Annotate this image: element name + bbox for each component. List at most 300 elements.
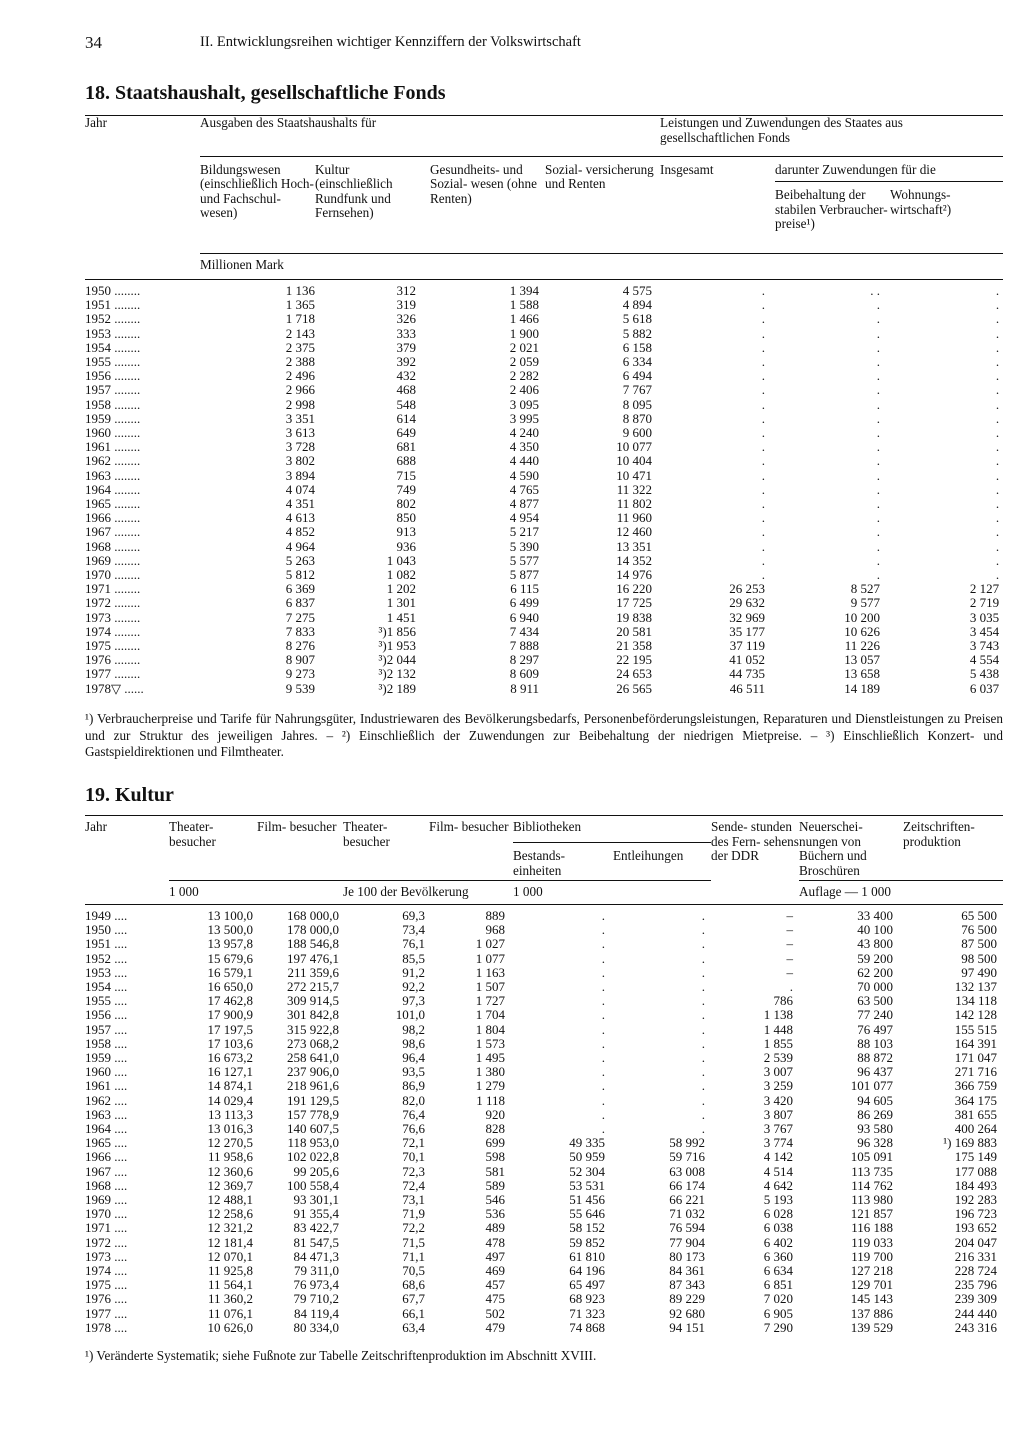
value-cell: 7 833 — [285, 623, 315, 639]
value-cell: 188 546,8 — [287, 936, 339, 952]
table-row — [85, 554, 1003, 568]
year-cell: 1950 .... — [85, 923, 128, 938]
value-cell: 6 038 — [763, 1220, 794, 1236]
t18-header-darunter-label: darunter Zuwendungen für die — [775, 163, 1003, 183]
value-cell: . — [701, 950, 706, 966]
value-cell: 1 380 — [475, 1064, 505, 1080]
value-cell: – — [786, 922, 794, 938]
value-cell: 9 600 — [622, 425, 653, 441]
t18-header-bildung: Bildungswesen (einschließlich Hoch- und Fachschul- wesen) — [200, 156, 315, 253]
t18-header-leistungen: Leistungen und Zuwendungen des Staates aus gesellschaftlichen Fonds — [660, 116, 1003, 157]
value-cell: 6 837 — [285, 595, 315, 611]
year-cell: 1960 .... — [85, 1065, 128, 1080]
value-cell: 9 577 — [850, 595, 881, 611]
value-cell: . — [876, 325, 881, 341]
year-cell: 1969 .... — [85, 1193, 128, 1208]
value-cell: 272 215,7 — [287, 979, 339, 995]
value-cell: 235 796 — [954, 1277, 998, 1293]
year-cell: 1973 ........ — [85, 610, 141, 625]
value-cell: 113 980 — [851, 1192, 894, 1208]
table-row — [85, 1264, 1003, 1278]
value-cell: 228 724 — [954, 1263, 998, 1279]
value-cell: 13 016,3 — [207, 1121, 253, 1137]
value-cell: 5 877 — [509, 567, 539, 583]
year-cell: 1977 .... — [85, 1306, 128, 1321]
value-cell: 4 852 — [285, 524, 315, 540]
value-cell: 1 394 — [509, 283, 539, 298]
year-cell: 1965 ........ — [85, 497, 141, 512]
value-cell: 177 088 — [954, 1163, 998, 1179]
value-cell: ³)2 044 — [378, 652, 416, 668]
value-cell: 1 138 — [763, 1007, 794, 1023]
value-cell: 63 008 — [669, 1163, 706, 1179]
value-cell: . — [995, 311, 1000, 327]
value-cell: 19 838 — [616, 609, 653, 625]
value-cell: 3 613 — [285, 425, 315, 441]
value-cell: 98,2 — [402, 1021, 425, 1037]
value-cell: 688 — [396, 453, 416, 469]
value-cell: 119 700 — [851, 1248, 894, 1264]
value-cell: 13 057 — [844, 652, 881, 668]
value-cell: 67,7 — [402, 1291, 425, 1307]
value-cell: 70 000 — [857, 979, 894, 995]
value-cell: 79 710,2 — [293, 1291, 339, 1307]
value-cell: 84 119,4 — [293, 1305, 339, 1321]
value-cell: 24 653 — [616, 666, 653, 682]
year-cell: 1974 .... — [85, 1264, 128, 1279]
year-cell: 1959 ........ — [85, 411, 141, 426]
value-cell: 119 033 — [851, 1234, 894, 1250]
value-cell: 468 — [396, 382, 416, 398]
value-cell: 53 531 — [569, 1177, 605, 1193]
value-cell: ³)1 856 — [378, 623, 416, 639]
value-cell: 80 173 — [669, 1248, 706, 1264]
table-row — [85, 1150, 1003, 1164]
year-cell: 1961 .... — [85, 1079, 128, 1094]
value-cell: . — [876, 567, 881, 583]
value-cell: 1 804 — [475, 1021, 505, 1037]
value-cell: . — [601, 964, 605, 980]
value-cell: 699 — [485, 1135, 505, 1151]
year-cell: 1969 ........ — [85, 553, 141, 568]
value-cell: 85,5 — [402, 950, 425, 966]
value-cell: 132 137 — [954, 979, 998, 995]
t18-header-gesundheit: Gesundheits- und Sozial- wesen (ohne Renten) — [430, 156, 545, 253]
table-row — [85, 298, 1003, 312]
table-row — [85, 398, 1003, 412]
value-cell: 216 331 — [954, 1248, 998, 1264]
value-cell: . — [701, 1050, 706, 1066]
value-cell: 94 605 — [857, 1092, 894, 1108]
value-cell: 1 588 — [509, 297, 539, 313]
value-cell: 312 — [396, 283, 416, 298]
value-cell: 8 609 — [509, 666, 539, 682]
value-cell: . — [701, 1007, 706, 1023]
value-cell: 1 448 — [763, 1021, 794, 1037]
year-cell: 1959 .... — [85, 1051, 128, 1066]
value-cell: 13 500,0 — [207, 922, 253, 938]
year-cell: 1955 ........ — [85, 355, 141, 370]
value-cell: 2 966 — [285, 382, 315, 398]
value-cell: 6 334 — [622, 354, 653, 370]
value-cell: – — [786, 908, 794, 923]
value-cell: 333 — [396, 325, 416, 341]
value-cell: . — [761, 552, 766, 568]
value-cell: 191 129,5 — [287, 1092, 339, 1108]
value-cell: 171 047 — [954, 1050, 998, 1066]
table-row — [85, 355, 1003, 369]
value-cell: 548 — [396, 396, 416, 412]
value-cell: 2 496 — [285, 368, 315, 384]
value-cell: 100 558,4 — [287, 1177, 339, 1193]
value-cell: 3 743 — [969, 638, 1000, 654]
value-cell: 614 — [396, 410, 416, 426]
value-cell: 105 091 — [850, 1149, 894, 1165]
value-cell: 546 — [485, 1192, 505, 1208]
table-row — [85, 440, 1003, 454]
value-cell: 9 273 — [285, 666, 315, 682]
value-cell: 1 495 — [475, 1050, 505, 1066]
value-cell: 55 646 — [569, 1206, 605, 1222]
value-cell: . — [701, 993, 706, 1009]
table-row — [85, 905, 1003, 924]
value-cell: 8 870 — [622, 410, 653, 426]
value-cell: 3 035 — [969, 609, 1000, 625]
table-row — [85, 667, 1003, 681]
table-row — [85, 639, 1003, 653]
value-cell: 11 322 — [616, 481, 653, 497]
table-row — [85, 1250, 1003, 1264]
value-cell: 489 — [485, 1220, 505, 1236]
value-cell: 802 — [396, 496, 416, 512]
value-cell: . — [601, 1078, 605, 1094]
table-row — [85, 525, 1003, 539]
t19-header-jahr: Jahr — [85, 816, 169, 881]
value-cell: 1 466 — [509, 311, 539, 327]
value-cell: 1 718 — [285, 311, 315, 327]
value-cell: 7 020 — [763, 1291, 794, 1307]
year-cell: 1971 ........ — [85, 582, 141, 597]
t19-unit-auflage: Auflage — 1 000 — [799, 880, 1003, 905]
value-cell: 497 — [485, 1248, 505, 1264]
value-cell: . — [761, 567, 766, 583]
value-cell: 273 068,2 — [287, 1035, 339, 1051]
value-cell: . — [995, 396, 1000, 412]
value-cell: . — [876, 410, 881, 426]
value-cell: 96 328 — [857, 1135, 894, 1151]
year-cell: 1952 ........ — [85, 312, 141, 327]
table-row — [85, 994, 1003, 1008]
table-row — [85, 1122, 1003, 1136]
t19-header-film-je100: Film- besucher — [429, 816, 513, 881]
value-cell: . — [761, 297, 766, 313]
t18-header-wohnung: Wohnungs- wirtschaft²) — [890, 187, 952, 217]
table-row — [85, 937, 1003, 951]
value-cell: 16 650,0 — [207, 979, 253, 995]
value-cell: 98,6 — [402, 1035, 425, 1051]
value-cell: 3 995 — [509, 410, 539, 426]
value-cell: 8 297 — [509, 652, 539, 668]
value-cell: 1 365 — [285, 297, 315, 313]
value-cell: 88 103 — [857, 1035, 894, 1051]
value-cell: – — [786, 964, 794, 980]
table-row — [85, 1292, 1003, 1306]
value-cell: . — [701, 936, 706, 952]
value-cell: 309 914,5 — [287, 993, 339, 1009]
value-cell: 118 953,0 — [287, 1135, 339, 1151]
year-cell: 1975 ........ — [85, 639, 141, 654]
value-cell: . — [761, 396, 766, 412]
value-cell: 101,0 — [395, 1007, 425, 1023]
value-cell: 10 626,0 — [207, 1319, 253, 1335]
year-cell: 1956 .... — [85, 1008, 128, 1023]
value-cell: 26 565 — [616, 680, 653, 696]
value-cell: 76 500 — [961, 922, 998, 938]
value-cell: 5 217 — [509, 524, 539, 540]
value-cell: 76,1 — [402, 936, 425, 952]
year-cell: 1958 ........ — [85, 397, 141, 412]
value-cell: 6 634 — [763, 1263, 794, 1279]
value-cell: . — [761, 425, 766, 441]
t18-header-insgesamt: Insgesamt — [660, 156, 775, 253]
value-cell: 197 476,1 — [287, 950, 339, 966]
value-cell: 113 735 — [851, 1163, 894, 1179]
value-cell: 2 539 — [763, 1050, 794, 1066]
year-cell: 1950 ........ — [85, 283, 141, 298]
table-row — [85, 1236, 1003, 1250]
value-cell: 11 958,6 — [207, 1149, 253, 1165]
value-cell: 96,4 — [402, 1050, 425, 1066]
value-cell: 968 — [485, 922, 505, 938]
value-cell: 1 451 — [386, 609, 416, 625]
value-cell: 93 301,1 — [293, 1192, 339, 1208]
value-cell: 84 361 — [669, 1263, 706, 1279]
table-row — [85, 312, 1003, 326]
table-row — [85, 341, 1003, 355]
value-cell: 1 855 — [763, 1035, 794, 1051]
value-cell: 12 321,2 — [207, 1220, 253, 1236]
value-cell: 4 554 — [969, 652, 1000, 668]
value-cell: 7 290 — [763, 1319, 794, 1335]
value-cell: 145 143 — [850, 1291, 894, 1307]
table-row — [85, 540, 1003, 554]
value-cell: 178 000,0 — [287, 922, 339, 938]
value-cell: 13 658 — [844, 666, 881, 682]
table-row — [85, 611, 1003, 625]
value-cell: 6 402 — [763, 1234, 794, 1250]
value-cell: 32 969 — [729, 609, 766, 625]
value-cell: 13 113,3 — [207, 1106, 253, 1122]
value-cell: 5 577 — [509, 552, 539, 568]
value-cell: 3 095 — [509, 396, 539, 412]
value-cell: . — [761, 496, 766, 512]
value-cell: 9 539 — [285, 680, 315, 696]
year-cell: 1976 .... — [85, 1292, 128, 1307]
table-row — [85, 483, 1003, 497]
value-cell: 72,3 — [402, 1163, 425, 1179]
table-row — [85, 1136, 1003, 1150]
value-cell: 72,2 — [402, 1220, 425, 1236]
value-cell: 2 143 — [285, 325, 315, 341]
value-cell: 50 959 — [569, 1149, 605, 1165]
value-cell: 7 434 — [509, 623, 539, 639]
value-cell: 8 911 — [510, 680, 539, 696]
table-row — [85, 383, 1003, 397]
value-cell: 581 — [485, 1163, 505, 1179]
value-cell: . — [761, 311, 766, 327]
value-cell: 10 200 — [844, 609, 881, 625]
value-cell: 61 810 — [569, 1248, 605, 1264]
value-cell: 381 655 — [954, 1106, 998, 1122]
year-cell: 1963 ........ — [85, 468, 141, 483]
value-cell: 364 175 — [954, 1092, 998, 1108]
year-cell: 1954 ........ — [85, 340, 141, 355]
value-cell: 2 998 — [285, 396, 315, 412]
value-cell: 2 406 — [509, 382, 539, 398]
table-row — [85, 980, 1003, 994]
value-cell: 58 152 — [569, 1220, 605, 1236]
value-cell: 76 973,4 — [293, 1277, 339, 1293]
value-cell: 5 438 — [969, 666, 1000, 682]
value-cell: 850 — [396, 510, 416, 526]
year-cell: 1972 .... — [85, 1235, 128, 1250]
table-row — [85, 952, 1003, 966]
t19-body — [85, 905, 1003, 1336]
value-cell: 6 851 — [763, 1277, 794, 1293]
value-cell: 11 360,2 — [207, 1291, 253, 1307]
value-cell: 97 490 — [961, 964, 998, 980]
value-cell: 17 900,9 — [207, 1007, 253, 1023]
value-cell: 6 940 — [509, 609, 539, 625]
value-cell: 37 119 — [729, 638, 766, 654]
value-cell: 10 626 — [844, 623, 881, 639]
value-cell: . — [876, 510, 881, 526]
value-cell: ¹) 169 883 — [943, 1135, 998, 1151]
value-cell: . — [761, 510, 766, 526]
value-cell: . — [761, 481, 766, 497]
value-cell: 4 440 — [509, 453, 539, 469]
value-cell: . — [995, 354, 1000, 370]
value-cell: 1 077 — [475, 950, 505, 966]
value-cell: . — [601, 1035, 605, 1051]
year-cell: 1963 .... — [85, 1107, 128, 1122]
value-cell: 139 529 — [850, 1319, 894, 1335]
t19-header-theater: Theater- besucher — [169, 816, 257, 881]
table-row — [85, 1307, 1003, 1321]
value-cell: 589 — [485, 1177, 505, 1193]
value-cell: . — [601, 1121, 605, 1137]
value-cell: . — [876, 439, 881, 455]
value-cell: . — [876, 425, 881, 441]
year-cell: 1970 .... — [85, 1207, 128, 1222]
value-cell: 6 028 — [763, 1206, 794, 1222]
year-cell: 1977 ........ — [85, 667, 141, 682]
value-cell: 3 007 — [763, 1064, 794, 1080]
value-cell: 1 507 — [475, 979, 505, 995]
year-cell: 1964 ........ — [85, 482, 141, 497]
table-row — [85, 497, 1003, 511]
value-cell: . — [701, 1121, 706, 1137]
year-cell: 1971 .... — [85, 1221, 128, 1236]
value-cell: 65 500 — [961, 908, 998, 923]
value-cell: 96 437 — [857, 1064, 894, 1080]
value-cell: . — [995, 368, 1000, 384]
value-cell: 13 100,0 — [207, 908, 253, 923]
year-cell: 1951 .... — [85, 937, 128, 952]
value-cell: . — [761, 538, 766, 554]
table-row — [85, 1321, 1003, 1335]
value-cell: 79 311,0 — [293, 1263, 339, 1279]
value-cell: 71,9 — [402, 1206, 425, 1222]
year-cell: 1966 .... — [85, 1150, 128, 1165]
value-cell: 17 725 — [616, 595, 653, 611]
value-cell: 4 877 — [509, 496, 539, 512]
value-cell: 432 — [396, 368, 416, 384]
value-cell: 4 964 — [285, 538, 315, 554]
value-cell: 4 765 — [509, 481, 539, 497]
value-cell: 1 900 — [509, 325, 539, 341]
year-cell: 1978 .... — [85, 1320, 128, 1335]
value-cell: . — [995, 524, 1000, 540]
value-cell: 457 — [485, 1277, 505, 1293]
value-cell: 16 579,1 — [207, 964, 253, 980]
table-row — [85, 966, 1003, 980]
value-cell: . — [761, 382, 766, 398]
value-cell: ³)2 189 — [378, 680, 416, 696]
year-cell: 1965 .... — [85, 1136, 128, 1151]
value-cell: 10 471 — [616, 467, 653, 483]
value-cell: 6 037 — [969, 680, 1000, 696]
value-cell: 184 493 — [954, 1177, 998, 1193]
value-cell: 193 652 — [954, 1220, 998, 1236]
value-cell: 49 335 — [569, 1135, 605, 1151]
t19-header-film: Film- besucher — [257, 816, 343, 881]
value-cell: 92,2 — [402, 979, 425, 995]
value-cell: . — [876, 354, 881, 370]
value-cell: . — [601, 922, 605, 938]
value-cell: . — [876, 524, 881, 540]
value-cell: 17 103,6 — [207, 1035, 253, 1051]
value-cell: . — [761, 339, 766, 355]
value-cell: 64 196 — [569, 1263, 605, 1279]
t19-header-bestand: Bestands- einheiten — [513, 848, 566, 878]
value-cell: 137 886 — [850, 1305, 894, 1321]
value-cell: . — [601, 979, 605, 995]
value-cell: 89 229 — [669, 1291, 706, 1307]
year-cell: 1962 ........ — [85, 454, 141, 469]
value-cell: 6 494 — [622, 368, 653, 384]
year-cell: 1951 ........ — [85, 298, 141, 313]
value-cell: 77 904 — [669, 1234, 706, 1250]
value-cell: . — [995, 325, 1000, 341]
value-cell: 920 — [485, 1106, 505, 1122]
value-cell: 14 976 — [616, 567, 653, 583]
t18-header-ausgaben: Ausgaben des Staatshaushalts für — [200, 116, 660, 157]
value-cell: 12 270,5 — [207, 1135, 253, 1151]
value-cell: 65 497 — [569, 1277, 605, 1293]
value-cell: . — [601, 1050, 605, 1066]
year-cell: 1958 .... — [85, 1036, 128, 1051]
value-cell: 12 070,1 — [207, 1248, 253, 1264]
value-cell: 3 351 — [285, 410, 315, 426]
table-row — [85, 369, 1003, 383]
table-19-title: 19. Kultur — [85, 784, 174, 806]
value-cell: 63,4 — [402, 1319, 425, 1335]
table-row — [85, 1037, 1003, 1051]
value-cell: . — [601, 908, 605, 923]
value-cell: . — [601, 1092, 605, 1108]
value-cell: 4 642 — [763, 1177, 794, 1193]
